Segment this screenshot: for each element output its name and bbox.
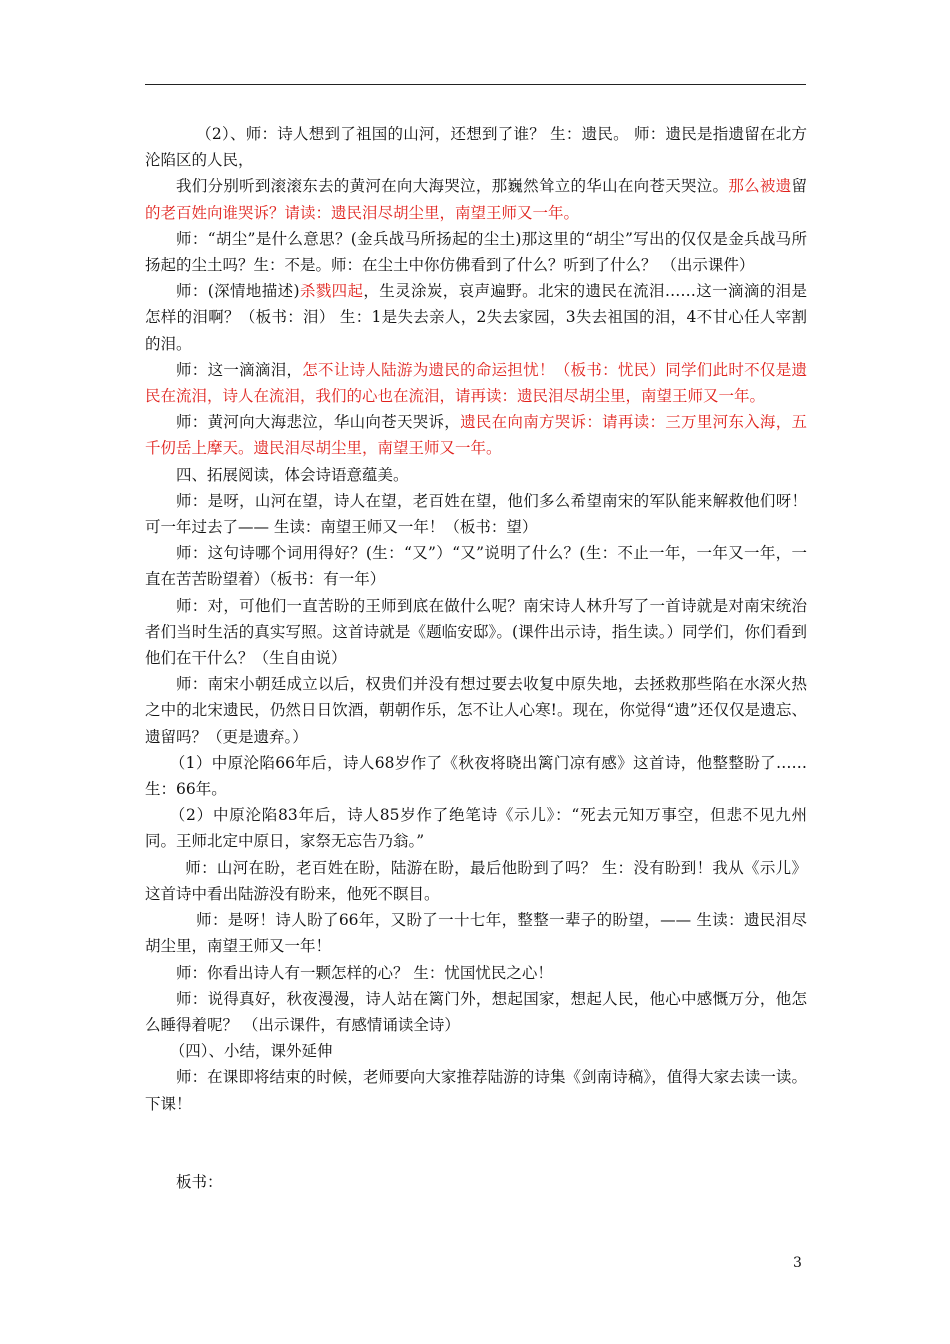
text-run: （2）、师：诗人想到了祖国的山河，还想到了谁？ 生：遗民。 师：遗民是指遗留在北方沦陷区的人民， <box>145 125 807 170</box>
text-run: ，生灵涂炭，哀声遍野。北宋的遗民在流泪……这一滴滴的泪是怎样的泪啊？（板书：泪） 生：1是失去亲人，2失去家园，3失去祖国的泪，4不甘心任人宰割的泪。 <box>145 282 807 353</box>
text-run: （2）中原沦陷83年后，诗人85岁作了绝笔诗《示儿》：“死去元知万事空，但悲不见九州同。王师北定中原日，家祭无忘告乃翁。” <box>145 806 807 851</box>
text-run: （1）中原沦陷66年后，诗人68岁作了《秋夜将晓出篱门凉有感》这首诗，他整整盼了……生：66年。 <box>145 753 807 799</box>
text-run: 四、拓展阅读，体会诗语意蕴美。 <box>176 465 409 484</box>
paragraph <box>145 802 807 854</box>
page-number: 3 <box>793 1255 802 1271</box>
text-run: 师：(深情地描述) <box>176 282 300 301</box>
paragraph <box>145 488 807 540</box>
paragraph <box>145 278 807 357</box>
board-notes-label: 板书： <box>176 1172 223 1191</box>
paragraph <box>145 750 807 802</box>
text-run: 我们分别听到滚滚东去的黄河在向大海哭泣，那巍然耸立的华山在向苍天哭泣。 <box>176 177 729 196</box>
text-run: 留 <box>791 177 807 196</box>
highlighted-text: 怎不让诗人陆游为遗民的命运担忧！（板书：忧民）同学们此时不仅是遗民在流泪，诗人在流泪，我们的心也在流泪，请再读：遗民泪尽胡尘里，南望王师又一年。 <box>145 360 807 406</box>
text-run: 师：这一滴滴泪， <box>176 360 303 379</box>
text-run: 师：说得真好，秋夜漫漫，诗人站在篱门外，想起国家，想起人民，他心中感慨万分，他怎么睡得着呢？ （出示课件，有感情诵读全诗） <box>145 989 807 1034</box>
paragraph <box>145 907 807 959</box>
paragraph <box>145 960 807 986</box>
paragraph <box>145 462 807 488</box>
text-run: 师：对，可他们一直苦盼的王师到底在做什么呢？南宋诗人林升写了一首诗就是对南宋统治者们当时生活的真实写照。这首诗就是《题临安邸》。(课件出示诗，指生读。）同学们，你们看到他们在干什么？（生自由说） <box>145 596 807 668</box>
paragraph <box>145 593 807 672</box>
highlighted-text: 遗民在向南方哭诉：请再读：三万里河东入海，五千仞岳上摩天。遗民泪尽胡尘里，南望王师又一年。 <box>145 413 807 458</box>
paragraph <box>145 855 807 907</box>
text-run: 师：你看出诗人有一颗怎样的心？ 生：忧国忧民之心！ <box>176 963 553 982</box>
paragraph <box>145 1064 807 1116</box>
header-rule <box>145 84 806 85</box>
paragraph <box>145 1038 807 1064</box>
highlighted-text: 的老百姓向谁哭诉？请读：遗民泪尽胡尘里，南望王师又一年。 <box>145 203 580 222</box>
text-run: （四）、小结，课外延伸 <box>169 1042 333 1061</box>
text-run: 师：这句诗哪个词用得好？(生：“又”）“又”说明了什么？(生：不止一年，一年又一年，一直在苦苦盼望着）（板书：有一年） <box>145 544 807 589</box>
text-run: 师：在课即将结束的时候，老师要向大家推荐陆游的诗集《剑南诗稿》，值得大家去读一读。下课！ <box>145 1068 807 1113</box>
paragraph <box>145 226 807 278</box>
text-run: 师：黄河向大海悲泣，华山向苍天哭诉， <box>176 413 461 432</box>
paragraph <box>145 357 807 409</box>
text-run: 师：是呀，山河在望，诗人在望，老百姓在望，他们多么希望南宋的军队能来解救他们呀！可一年过去了—— 生读：南望王师又一年！（板书：望） <box>145 491 807 537</box>
text-run: 师：“胡尘”是什么意思？(金兵战马所扬起的尘土)那这里的“胡尘”写出的仅仅是金兵战马所扬起的尘土吗？生：不是。师：在尘土中你仿佛看到了什么？听到了什么？ （出示课件） <box>145 229 807 275</box>
paragraph <box>145 121 807 173</box>
paragraph <box>145 540 807 592</box>
paragraph <box>145 409 807 461</box>
document-body <box>145 121 807 1195</box>
text-run: 师：南宋小朝廷成立以后，权贵们并没有想过要去收复中原失地，去拯救那些陷在水深火热之中的北宋遗民，仍然日日饮酒，朝朝作乐，怎不让人心寒!。现在，你觉得“遗”还仅仅是遗忘、遗留吗？（更是遗弃。） <box>145 675 807 746</box>
paragraph <box>145 173 807 225</box>
text-run: 师：是呀！诗人盼了66年，又盼了一十七年，整整一辈子的盼望，—— 生读：遗民泪尽胡尘里，南望王师又一年！ <box>145 911 807 956</box>
paragraph <box>145 986 807 1038</box>
paragraph <box>145 671 807 750</box>
text-run: 师：山河在盼，老百姓在盼，陆游在盼，最后他盼到了吗？ 生：没有盼到！我从《示儿》这首诗中看出陆游没有盼来，他死不瞑目。 <box>145 858 807 903</box>
highlighted-text: 杀戮四起 <box>299 282 364 301</box>
highlighted-text: 那么被遗 <box>728 177 792 196</box>
